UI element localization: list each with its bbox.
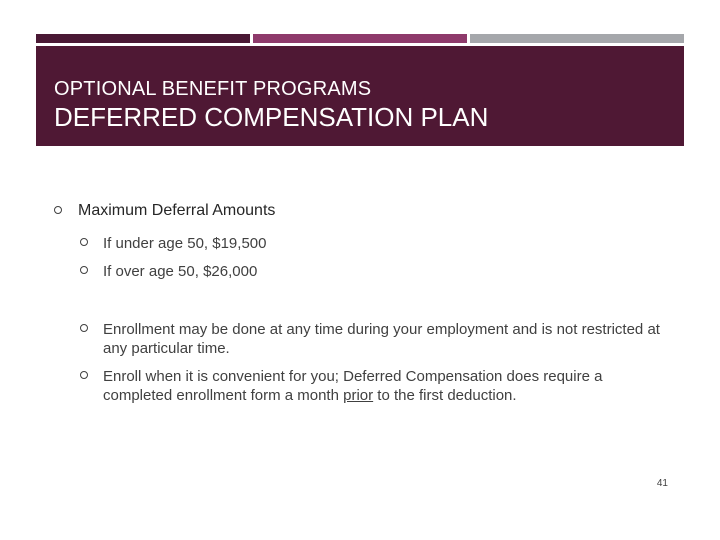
bullet-maximum-deferral — [54, 201, 674, 221]
bullet-text: Enrollment may be done at any time during your employment and is not restricted at any particular time. — [103, 321, 660, 357]
bullet-text-part: Enroll when it is convenient for you; Deferred Compensation does require a completed enrollment form a month — [103, 368, 603, 404]
slide-header — [36, 46, 684, 146]
hollow-circle-bullet-icon — [80, 324, 88, 332]
bullet-over-50 — [80, 262, 670, 281]
hollow-circle-bullet-icon — [54, 206, 62, 214]
hollow-circle-bullet-icon — [80, 266, 88, 274]
top-accent-bar-1 — [36, 34, 250, 43]
slide-title: DEFERRED COMPENSATION PLAN — [54, 102, 489, 132]
top-accent-bar-3 — [470, 34, 684, 43]
bullet-text: If over age 50, $26,000 — [103, 263, 258, 280]
bullet-under-50 — [80, 234, 670, 253]
header-kicker: OPTIONAL BENEFIT PROGRAMS — [54, 78, 372, 100]
page-number: 41 — [656, 478, 668, 489]
emphasized-word-prior: prior — [343, 387, 374, 404]
bullet-text — [80, 367, 670, 405]
bullet-enroll-when-convenient — [80, 367, 670, 405]
bullet-enrollment-anytime — [80, 320, 670, 358]
bullet-text-part: to the first deduction. — [373, 387, 517, 404]
hollow-circle-bullet-icon — [80, 238, 88, 246]
bullet-text: Maximum Deferral Amounts — [78, 202, 276, 219]
hollow-circle-bullet-icon — [80, 371, 88, 379]
bullet-text: If under age 50, $19,500 — [103, 235, 267, 252]
top-accent-bar-2 — [253, 34, 467, 43]
